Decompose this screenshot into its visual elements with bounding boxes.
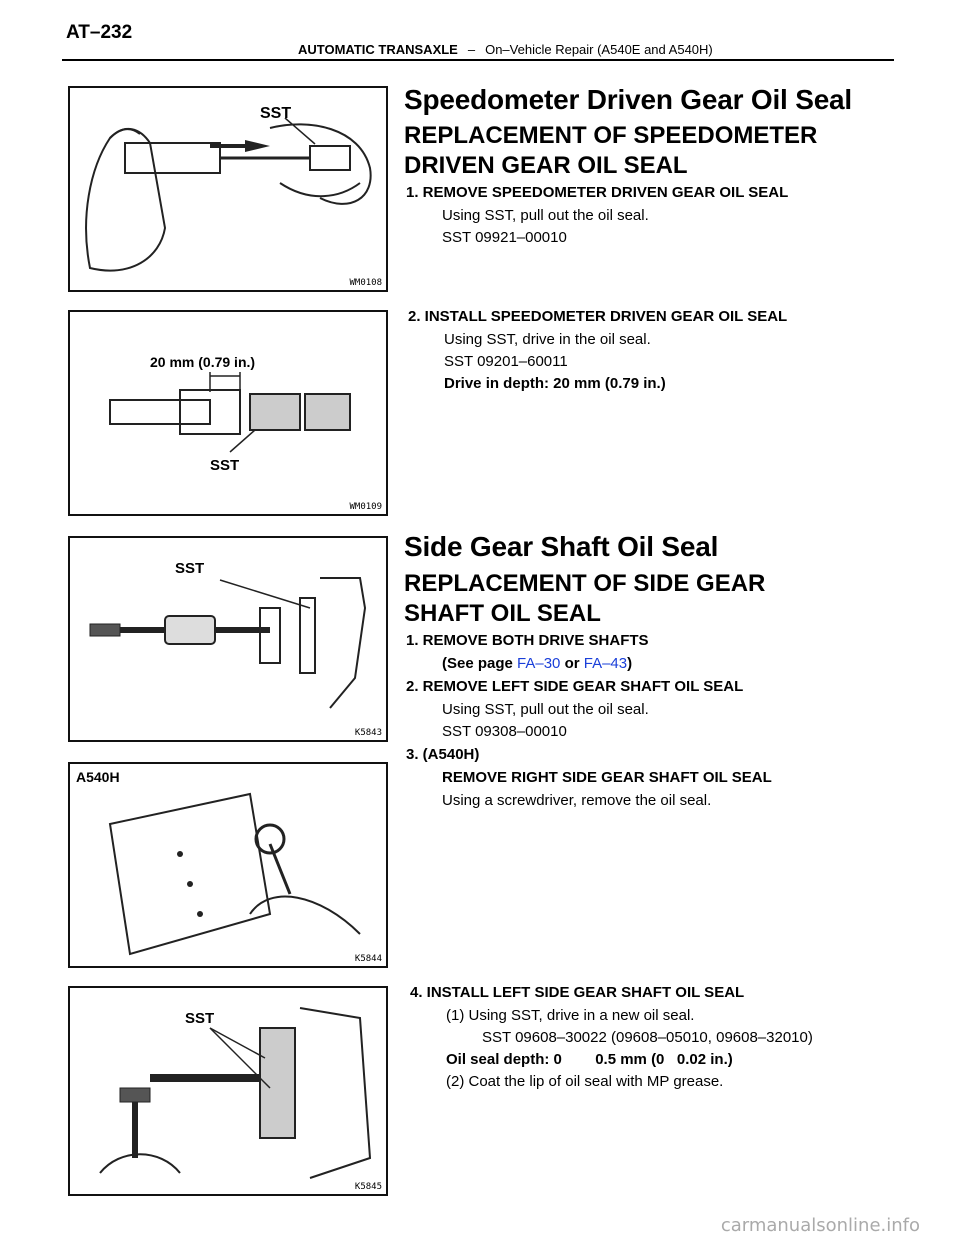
- section2-step2-text: Using SST, pull out the oil seal.: [442, 701, 649, 718]
- section2-step1-ref: [442, 653, 632, 674]
- section1-step1-text: Using SST, pull out the oil seal.: [442, 207, 649, 224]
- illustration-slide-hammer: [70, 538, 386, 740]
- section1-step1-sst: SST 09921–00010: [442, 229, 567, 246]
- section1-subtitle-line1: REPLACEMENT OF SPEEDOMETER: [404, 122, 818, 149]
- section2-step4-depth: Oil seal depth: 0 0.5 mm (0 0.02 in.): [446, 1051, 733, 1068]
- link-fa-30[interactable]: FA–30: [517, 655, 561, 672]
- figure-callout-sst: SST: [185, 1010, 215, 1027]
- figure-callout-sst: SST: [260, 105, 292, 122]
- section2-title: Side Gear Shaft Oil Seal: [404, 531, 719, 562]
- section2-step4-sub2: (2) Coat the lip of oil seal with MP grease.: [446, 1073, 724, 1090]
- section2-step4: 4. INSTALL LEFT SIDE GEAR SHAFT OIL SEAL: [410, 984, 745, 1001]
- section2-subtitle-line2: SHAFT OIL SEAL: [404, 600, 601, 627]
- section2-subtitle-line1: REPLACEMENT OF SIDE GEAR: [404, 570, 766, 597]
- figure-side-gear-seal-install: [68, 986, 388, 1196]
- section1-title: Speedometer Driven Gear Oil Seal: [404, 84, 853, 115]
- header-separator: –: [467, 42, 476, 57]
- figure-speedometer-seal-install: [68, 310, 388, 516]
- figure-code: WM0108: [349, 278, 382, 288]
- figure-callout-sst: SST: [210, 457, 240, 474]
- figure-dimension-label: 20 mm (0.79 in.): [150, 354, 256, 370]
- section1-subtitle-line2: DRIVEN GEAR OIL SEAL: [404, 152, 688, 179]
- figure-right-side-seal-removal: [68, 762, 388, 968]
- figure-code: K5843: [354, 728, 382, 738]
- header-rule: [62, 59, 894, 61]
- section2-step2-sst: SST 09308–00010: [442, 723, 567, 740]
- section2-step1: 1. REMOVE BOTH DRIVE SHAFTS: [406, 632, 649, 649]
- header-subsection: On–Vehicle Repair (A540E and A540H): [485, 42, 713, 57]
- ref-mid: or: [560, 655, 584, 672]
- figure-speedometer-seal-removal: [68, 86, 388, 292]
- section2-step2: 2. REMOVE LEFT SIDE GEAR SHAFT OIL SEAL: [406, 678, 744, 695]
- illustration-screwdriver-prying: [70, 764, 386, 966]
- section1-step2: 2. INSTALL SPEEDOMETER DRIVEN GEAR OIL SEAL: [408, 308, 788, 325]
- section1-step2-text: Using SST, drive in the oil seal.: [444, 331, 651, 348]
- ref-prefix: (See page: [442, 655, 518, 672]
- section2-step3: 3. (A540H): [406, 746, 480, 763]
- running-header: [298, 42, 713, 57]
- section2-step3-title: REMOVE RIGHT SIDE GEAR SHAFT OIL SEAL: [442, 769, 772, 786]
- figure-code: K5844: [354, 954, 382, 964]
- section1-step1: 1. REMOVE SPEEDOMETER DRIVEN GEAR OIL SEAL: [406, 184, 789, 201]
- section2-step4-sub1: (1) Using SST, drive in a new oil seal.: [446, 1007, 695, 1024]
- header-section: AUTOMATIC TRANSAXLE: [298, 42, 458, 57]
- figure-code: K5845: [354, 1182, 382, 1192]
- figure-code: WM0109: [349, 502, 382, 512]
- figure-model-label: A540H: [76, 769, 120, 785]
- section2-step4-sst: SST 09608–30022 (09608–05010, 09608–32010): [482, 1029, 813, 1046]
- illustration-seal-install-tool: [70, 312, 386, 514]
- ref-suffix: ): [627, 655, 633, 672]
- illustration-hands-pulling-seal: [70, 88, 386, 290]
- section1-step2-depth: Drive in depth: 20 mm (0.79 in.): [444, 375, 666, 392]
- figure-callout-sst: SST: [175, 560, 205, 577]
- illustration-hammer-driving-seal: [70, 988, 386, 1194]
- watermark: carmanualsonline.info: [720, 1215, 920, 1236]
- section1-step2-sst: SST 09201–60011: [444, 353, 568, 370]
- link-fa-43[interactable]: FA–43: [583, 655, 628, 672]
- page-number: AT–232: [66, 22, 133, 43]
- figure-side-gear-seal-removal: [68, 536, 388, 742]
- section2-step3-text: Using a screwdriver, remove the oil seal.: [442, 792, 712, 809]
